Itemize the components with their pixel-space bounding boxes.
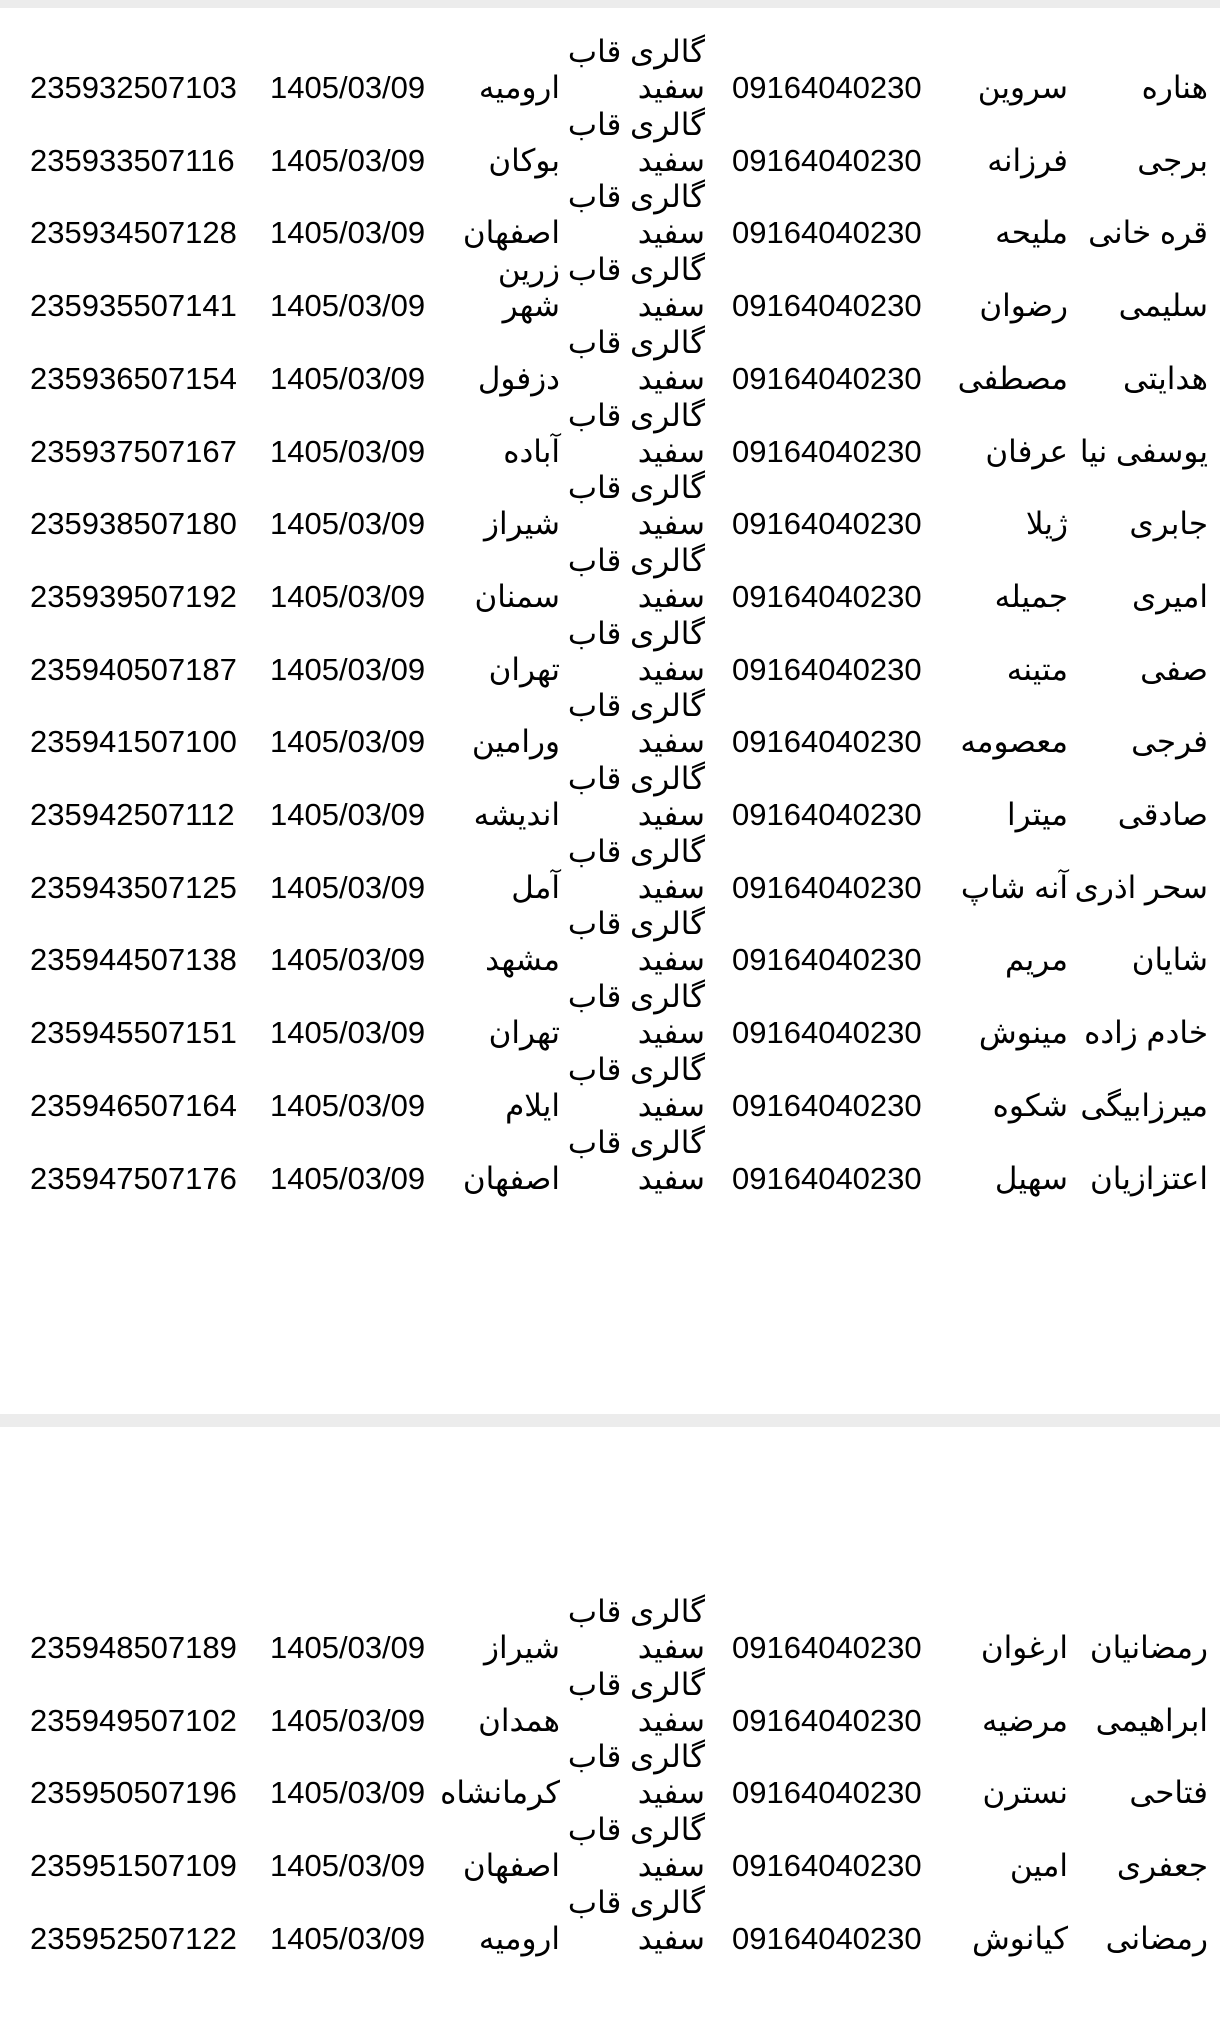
order-date: 1405/03/09 — [270, 869, 426, 905]
phone-number: 09164040230 — [732, 1920, 922, 1956]
city: دزفول — [477, 360, 560, 396]
table-row — [0, 542, 1220, 618]
table-row — [0, 1051, 1220, 1127]
store-name-line-2: سفید — [637, 1775, 705, 1811]
city: شیراز — [483, 1630, 560, 1665]
order-date: 1405/03/09 — [270, 724, 426, 760]
last-name: قره خانی — [1088, 215, 1208, 251]
city: سمنان — [474, 578, 560, 614]
city: ارومیه — [478, 1920, 560, 1956]
table-row — [0, 36, 1220, 109]
tracking-code: 235951507109 — [30, 1848, 237, 1884]
phone-number: 09164040230 — [732, 1087, 922, 1123]
city: آمل — [511, 869, 560, 905]
phone-number: 09164040230 — [732, 651, 922, 687]
store-name — [568, 1594, 705, 1666]
store-name — [568, 107, 705, 179]
store-name-line-1: گالری قاب — [567, 1812, 705, 1848]
phone-number: 09164040230 — [732, 288, 922, 324]
first-name: ژیلا — [1025, 506, 1068, 542]
store-name — [568, 470, 705, 542]
tracking-code: 235950507196 — [30, 1775, 237, 1811]
table-row — [0, 908, 1220, 981]
phone-number: 09164040230 — [732, 142, 922, 178]
first-name: امین — [1009, 1848, 1068, 1884]
table-row — [0, 324, 1220, 400]
tracking-code: 235948507189 — [30, 1630, 237, 1665]
store-name-line-2: سفید — [637, 360, 705, 396]
phone-number: 09164040230 — [732, 215, 922, 251]
order-date: 1405/03/09 — [270, 1702, 426, 1738]
order-date: 1405/03/09 — [270, 1848, 426, 1884]
city: شیراز — [483, 506, 560, 542]
phone-number: 09164040230 — [732, 942, 922, 978]
tracking-code: 235944507138 — [30, 942, 237, 978]
phone-number: 09164040230 — [732, 360, 922, 396]
first-name: آنه شاپ — [960, 869, 1068, 905]
store-name — [568, 761, 705, 833]
store-name-line-1: گالری قاب — [567, 615, 705, 651]
store-name-line-1: گالری قاب — [567, 1594, 705, 1629]
store-name-line-1: گالری قاب — [567, 252, 705, 288]
first-name: کیانوش — [971, 1920, 1068, 1956]
order-date: 1405/03/09 — [270, 433, 426, 469]
last-name: سلیمی — [1118, 288, 1208, 324]
store-name-line-1: گالری قاب — [567, 470, 705, 506]
phone-number: 09164040230 — [732, 1160, 922, 1196]
store-name-line-2: سفید — [637, 215, 705, 251]
first-name: متینه — [1006, 651, 1068, 687]
order-date: 1405/03/09 — [270, 1775, 426, 1811]
store-name-line-2: سفید — [637, 651, 705, 687]
tracking-code: 235937507167 — [30, 433, 237, 469]
store-name-line-1: گالری قاب — [567, 906, 705, 942]
store-name — [568, 1052, 705, 1124]
first-name: مرضیه — [981, 1702, 1068, 1738]
store-name-line-2: سفید — [637, 1848, 705, 1884]
store-name-line-1: گالری قاب — [567, 979, 705, 1015]
store-name-line-1: گالری قاب — [567, 1124, 705, 1160]
store-name-line-2: سفید — [637, 142, 705, 178]
store-name-line-2: سفید — [637, 942, 705, 978]
first-name: جمیله — [994, 578, 1068, 614]
tracking-code: 235943507125 — [30, 869, 237, 905]
store-name-line-2: سفید — [637, 70, 705, 105]
city: ورامین — [471, 724, 560, 760]
store-name-line-1: گالری قاب — [567, 179, 705, 215]
store-name-line-2: سفید — [637, 1702, 705, 1738]
tracking-code: 235949507102 — [30, 1702, 237, 1738]
last-name: فرجی — [1131, 724, 1208, 760]
first-name: رضوان — [979, 288, 1068, 324]
order-date: 1405/03/09 — [270, 506, 426, 542]
last-name: برجی — [1137, 142, 1208, 178]
first-name: سهیل — [994, 1160, 1068, 1196]
city: ایلام — [505, 1087, 560, 1123]
city: بوکان — [488, 142, 560, 178]
store-name — [568, 34, 705, 106]
city: اصفهان — [462, 1848, 560, 1884]
page-separator — [0, 1414, 1220, 1427]
first-name: سروین — [977, 70, 1068, 105]
city — [498, 252, 560, 324]
last-name: صفی — [1140, 651, 1208, 687]
table-row — [0, 1741, 1220, 1814]
phone-number: 09164040230 — [732, 506, 922, 542]
last-name: فتاحی — [1129, 1775, 1208, 1811]
city: ارومیه — [478, 70, 560, 105]
store-name-line-2: سفید — [637, 724, 705, 760]
table-row — [0, 981, 1220, 1054]
last-name: صادقی — [1117, 797, 1208, 832]
store-name — [568, 1667, 705, 1739]
first-name: نسترن — [982, 1775, 1068, 1811]
phone-number: 09164040230 — [732, 1630, 922, 1665]
order-date: 1405/03/09 — [270, 1160, 426, 1196]
tracking-code: 235945507151 — [30, 1015, 237, 1051]
tracking-code: 235941507100 — [30, 724, 237, 760]
first-name: مریم — [1005, 942, 1068, 978]
order-date: 1405/03/09 — [270, 360, 426, 396]
store-name — [568, 906, 705, 978]
store-name-line-1: گالری قاب — [567, 833, 705, 869]
order-date: 1405/03/09 — [270, 942, 426, 978]
table-row — [0, 397, 1220, 473]
store-name — [568, 834, 705, 906]
store-name-line-1: گالری قاب — [567, 397, 705, 433]
store-name-line-1: گالری قاب — [567, 1666, 705, 1702]
order-date: 1405/03/09 — [270, 1087, 426, 1123]
first-name: ارغوان — [980, 1630, 1068, 1665]
store-name-line-1: گالری قاب — [567, 761, 705, 796]
table-row — [0, 1814, 1220, 1887]
store-name — [568, 1739, 705, 1811]
store-name-line-2: سفید — [637, 797, 705, 832]
tracking-code: 235940507187 — [30, 651, 237, 687]
tracking-code: 235939507192 — [30, 578, 237, 614]
store-name — [568, 325, 705, 397]
store-name — [568, 979, 705, 1051]
first-name: عرفان — [985, 433, 1068, 469]
store-name-line-2: سفید — [637, 433, 705, 469]
order-date: 1405/03/09 — [270, 70, 426, 105]
store-name-line-1: گالری قاب — [567, 688, 705, 724]
last-name: امیری — [1132, 578, 1208, 614]
phone-number: 09164040230 — [732, 1015, 922, 1051]
store-name-line-2: سفید — [637, 1920, 705, 1956]
last-name: خادم زاده — [1084, 1015, 1208, 1051]
last-name: اعتزازیان — [1090, 1160, 1208, 1196]
store-name-line-1: گالری قاب — [567, 106, 705, 142]
order-date: 1405/03/09 — [270, 142, 426, 178]
order-date: 1405/03/09 — [270, 1015, 426, 1051]
tracking-code: 235938507180 — [30, 506, 237, 542]
last-name: جعفری — [1116, 1848, 1208, 1884]
last-name: میرزابیگی — [1080, 1087, 1208, 1123]
table-row — [0, 833, 1220, 909]
store-name — [568, 1812, 705, 1884]
first-name: مصطفی — [957, 360, 1068, 396]
city: اندیشه — [473, 797, 560, 832]
tracking-code: 235932507103 — [30, 70, 237, 105]
table-row — [0, 254, 1220, 327]
store-name — [568, 252, 705, 324]
store-name-line-1: گالری قاب — [567, 1051, 705, 1087]
last-name: هناره — [1141, 70, 1208, 105]
city: تهران — [488, 1015, 560, 1051]
store-name-line-2: سفید — [637, 1160, 705, 1196]
order-date: 1405/03/09 — [270, 1920, 426, 1956]
order-date: 1405/03/09 — [270, 215, 426, 251]
phone-number: 09164040230 — [732, 433, 922, 469]
phone-number: 09164040230 — [732, 869, 922, 905]
table-row — [0, 106, 1220, 182]
table-row — [0, 763, 1220, 836]
orders-table-page-2 — [0, 1427, 1220, 2029]
first-name: معصومه — [960, 724, 1068, 760]
city: آباده — [503, 433, 560, 469]
last-name: سحر اذری — [1074, 869, 1208, 905]
city-line-2: شهر — [502, 288, 560, 324]
last-name: رمضانیان — [1089, 1630, 1208, 1665]
table-row — [0, 472, 1220, 545]
first-name: مینوش — [978, 1015, 1068, 1051]
phone-number: 09164040230 — [732, 1848, 922, 1884]
table-row — [0, 1124, 1220, 1200]
phone-number: 09164040230 — [732, 724, 922, 760]
tracking-code: 235946507164 — [30, 1087, 237, 1123]
last-name: هدایتی — [1122, 360, 1208, 396]
tracking-code: 235935507141 — [30, 288, 237, 324]
store-name-line-1: گالری قاب — [567, 34, 705, 69]
tracking-code: 235952507122 — [30, 1920, 237, 1956]
store-name-line-1: گالری قاب — [567, 1884, 705, 1920]
last-name: شایان — [1131, 942, 1208, 978]
phone-number: 09164040230 — [732, 70, 922, 105]
table-row — [0, 1596, 1220, 1669]
store-name-line-2: سفید — [637, 288, 705, 324]
order-date: 1405/03/09 — [270, 288, 426, 324]
city-line-1: زرین — [497, 252, 560, 288]
last-name: ابراهیمی — [1095, 1702, 1208, 1738]
store-name-line-2: سفید — [637, 1087, 705, 1123]
first-name: شکوه — [992, 1087, 1068, 1123]
order-date: 1405/03/09 — [270, 578, 426, 614]
store-name-line-1: گالری قاب — [567, 324, 705, 360]
store-name — [568, 688, 705, 760]
city: تهران — [488, 651, 560, 687]
table-row — [0, 1666, 1220, 1742]
phone-number: 09164040230 — [732, 1775, 922, 1811]
phone-number: 09164040230 — [732, 797, 922, 832]
tracking-code: 235942507112 — [30, 797, 235, 832]
store-name-line-1: گالری قاب — [567, 1739, 705, 1775]
phone-number: 09164040230 — [732, 578, 922, 614]
city: اصفهان — [462, 1160, 560, 1196]
city: مشهد — [485, 942, 560, 978]
city: اصفهان — [462, 215, 560, 251]
city: همدان — [478, 1702, 560, 1738]
store-name — [568, 1125, 705, 1197]
tracking-code: 235947507176 — [30, 1160, 237, 1196]
store-name — [568, 179, 705, 251]
store-name — [568, 543, 705, 615]
table-row — [0, 690, 1220, 763]
store-name-line-2: سفید — [637, 1015, 705, 1051]
tracking-code: 235934507128 — [30, 215, 237, 251]
table-row — [0, 181, 1220, 254]
store-name-line-1: گالری قاب — [567, 542, 705, 578]
tracking-code: 235933507116 — [30, 142, 235, 178]
phone-number: 09164040230 — [732, 1702, 922, 1738]
store-name-line-2: سفید — [637, 506, 705, 542]
tracking-code: 235936507154 — [30, 360, 237, 396]
city: کرمانشاه — [440, 1775, 560, 1811]
last-name: رمضانی — [1105, 1920, 1208, 1956]
last-name: یوسفی نیا — [1079, 433, 1208, 469]
first-name: ملیحه — [995, 215, 1068, 251]
last-name: جابری — [1129, 506, 1208, 542]
store-name — [568, 1885, 705, 1957]
first-name: میترا — [1006, 797, 1068, 832]
first-name: فرزانه — [987, 142, 1068, 178]
table-row — [0, 615, 1220, 691]
order-date: 1405/03/09 — [270, 651, 426, 687]
store-name-line-2: سفید — [637, 1630, 705, 1665]
store-name-line-2: سفید — [637, 869, 705, 905]
table-row — [0, 1884, 1220, 1960]
order-date: 1405/03/09 — [270, 797, 426, 832]
order-date: 1405/03/09 — [270, 1630, 426, 1665]
store-name-line-2: سفید — [637, 578, 705, 614]
store-name — [568, 398, 705, 470]
store-name — [568, 616, 705, 688]
